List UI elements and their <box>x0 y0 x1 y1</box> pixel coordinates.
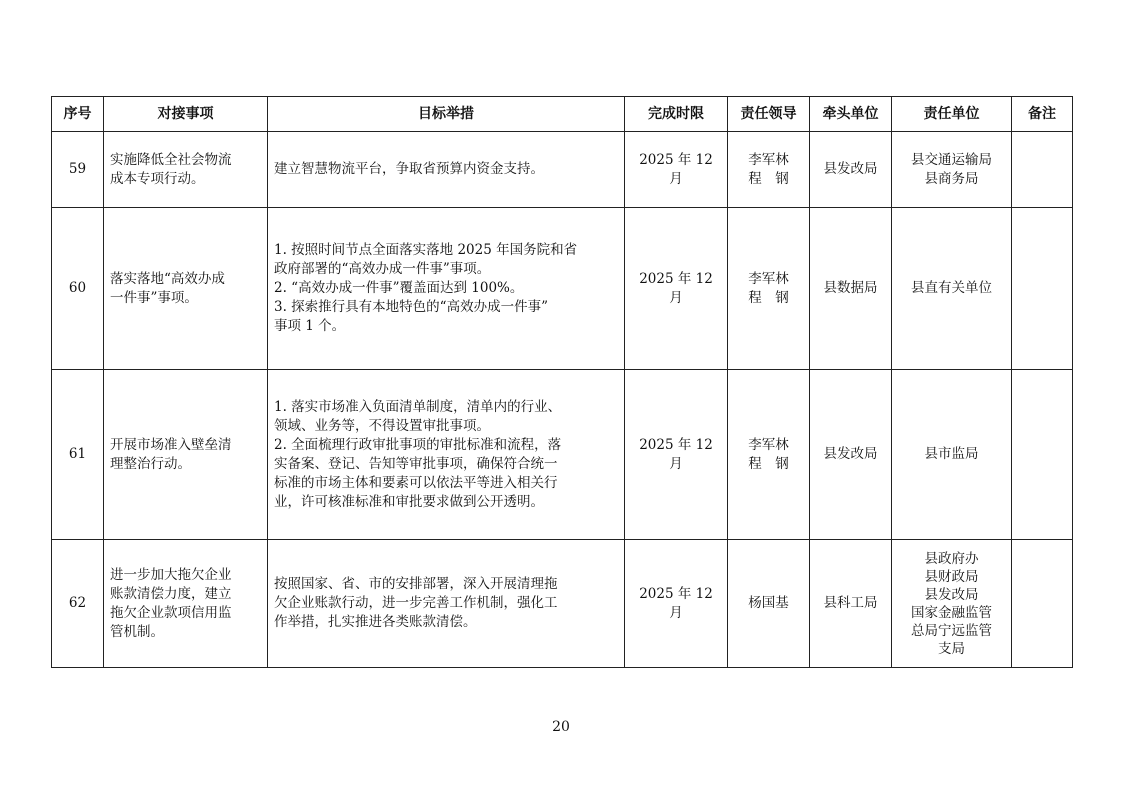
row-item-line: 落实落地“高效办成 <box>110 270 225 287</box>
row-resp-unit <box>892 132 1012 208</box>
row-measures-line: 3. 探索推行具有本地特色的“高效办成一件事” <box>274 299 548 315</box>
row-lead-unit: 县数据局 <box>810 208 892 370</box>
row-measures-line: 欠企业账款行动，进一步完善工作机制，强化工 <box>274 595 558 611</box>
row-leader-line: 程 钢 <box>748 289 789 306</box>
row-measures-line: 事项 1 个。 <box>274 318 346 334</box>
row-note <box>1012 540 1073 668</box>
row-seq: 62 <box>52 540 104 668</box>
task-table <box>51 96 1073 668</box>
header-row <box>52 97 1073 132</box>
row-resp-unit-line: 支局 <box>938 640 965 657</box>
row-item-line: 开展市场准入壁垒清 <box>110 436 232 453</box>
row-measures-line: 1. 落实市场准入负面清单制度，清单内的行业、 <box>274 398 562 415</box>
row-item <box>104 132 268 208</box>
row-seq: 59 <box>52 132 104 208</box>
row-item-line: 实施降低全社会物流 <box>110 151 232 168</box>
row-item-line: 理整治行动。 <box>110 455 191 472</box>
row-leader <box>728 540 810 668</box>
row-measures-line: 作举措，扎实推进各类账款清偿。 <box>274 614 477 630</box>
row-leader-line: 杨国基 <box>748 595 789 611</box>
header-seq: 序号 <box>52 97 104 132</box>
row-resp-unit <box>892 540 1012 668</box>
row-measures-line: 领域、业务等，不得设置审批事项。 <box>274 417 490 434</box>
row-measures <box>268 132 625 208</box>
row-item-line: 管机制。 <box>110 623 164 640</box>
row-resp-unit-line: 县市监局 <box>924 446 979 462</box>
row-measures-line: 1. 按照时间节点全面落实落地 2025 年国务院和省 <box>274 242 578 258</box>
row-item-line: 账款清偿力度，建立 <box>110 585 232 602</box>
row-measures-line: 2. “高效办成一件事”覆盖面达到 100%。 <box>274 280 524 296</box>
row-note <box>1012 208 1073 370</box>
row-resp-unit-line: 总局宁远监管 <box>911 622 992 639</box>
row-item <box>104 208 268 370</box>
row-deadline: 2025 年 12 月 <box>625 208 728 370</box>
row-measures <box>268 208 625 370</box>
row-note <box>1012 370 1073 540</box>
table-row <box>52 208 1073 370</box>
row-measures <box>268 370 625 540</box>
row-resp-unit-line: 国家金融监管 <box>911 604 992 621</box>
page-number: 20 <box>552 719 570 735</box>
row-measures-line: 建立智慧物流平台，争取省预算内资金支持。 <box>274 161 544 177</box>
row-item-line: 一件事”事项。 <box>110 289 198 306</box>
row-measures <box>268 540 625 668</box>
row-leader-line: 李军林 <box>748 270 789 287</box>
row-resp-unit <box>892 370 1012 540</box>
row-item-line: 拖欠企业款项信用监 <box>110 604 232 621</box>
row-item <box>104 540 268 668</box>
row-leader-line: 程 钢 <box>748 170 789 187</box>
table-row <box>52 370 1073 540</box>
row-resp-unit-line: 县交通运输局 <box>911 151 992 168</box>
row-leader-line: 程 钢 <box>748 455 789 472</box>
row-deadline: 2025 年 12 月 <box>625 540 728 668</box>
header-resp-unit: 责任单位 <box>892 97 1012 132</box>
row-leader-line: 李军林 <box>748 436 789 453</box>
header-note: 备注 <box>1012 97 1073 132</box>
header-lead-unit: 牵头单位 <box>810 97 892 132</box>
row-leader <box>728 370 810 540</box>
row-measures-line: 2. 全面梳理行政审批事项的审批标准和流程，落 <box>274 436 562 453</box>
row-lead-unit: 县发改局 <box>810 132 892 208</box>
row-measures-line: 政府部署的“高效办成一件事”事项。 <box>274 261 491 277</box>
row-item-line: 进一步加大拖欠企业 <box>110 566 232 583</box>
row-item <box>104 370 268 540</box>
row-lead-unit: 县发改局 <box>810 370 892 540</box>
row-seq: 60 <box>52 208 104 370</box>
row-measures-line: 实备案、登记、告知等审批事项，确保符合统一 <box>274 455 558 472</box>
header-item: 对接事项 <box>104 97 268 132</box>
table-row <box>52 540 1073 668</box>
row-resp-unit-line: 县政府办 <box>924 550 979 567</box>
row-measures-line: 业，许可核准标准和审批要求做到公开透明。 <box>274 493 544 510</box>
row-resp-unit <box>892 208 1012 370</box>
row-resp-unit-line: 县直有关单位 <box>911 280 992 296</box>
row-deadline: 2025 年 12 月 <box>625 370 728 540</box>
row-resp-unit-line: 县财政局 <box>924 568 979 585</box>
row-leader <box>728 132 810 208</box>
row-measures-line: 按照国家、省、市的安排部署，深入开展清理拖 <box>274 576 558 592</box>
row-resp-unit-line: 县发改局 <box>924 586 979 603</box>
header-leader: 责任领导 <box>728 97 810 132</box>
row-leader-line: 李军林 <box>748 151 789 168</box>
row-seq: 61 <box>52 370 104 540</box>
row-leader <box>728 208 810 370</box>
header-measures: 目标举措 <box>268 97 625 132</box>
row-note <box>1012 132 1073 208</box>
row-item-line: 成本专项行动。 <box>110 170 205 187</box>
row-deadline: 2025 年 12 月 <box>625 132 728 208</box>
row-measures-line: 标准的市场主体和要素可以依法平等进入相关行 <box>274 474 558 491</box>
table-row <box>52 132 1073 208</box>
header-deadline: 完成时限 <box>625 97 728 132</box>
row-resp-unit-line: 县商务局 <box>924 170 979 187</box>
row-lead-unit: 县科工局 <box>810 540 892 668</box>
